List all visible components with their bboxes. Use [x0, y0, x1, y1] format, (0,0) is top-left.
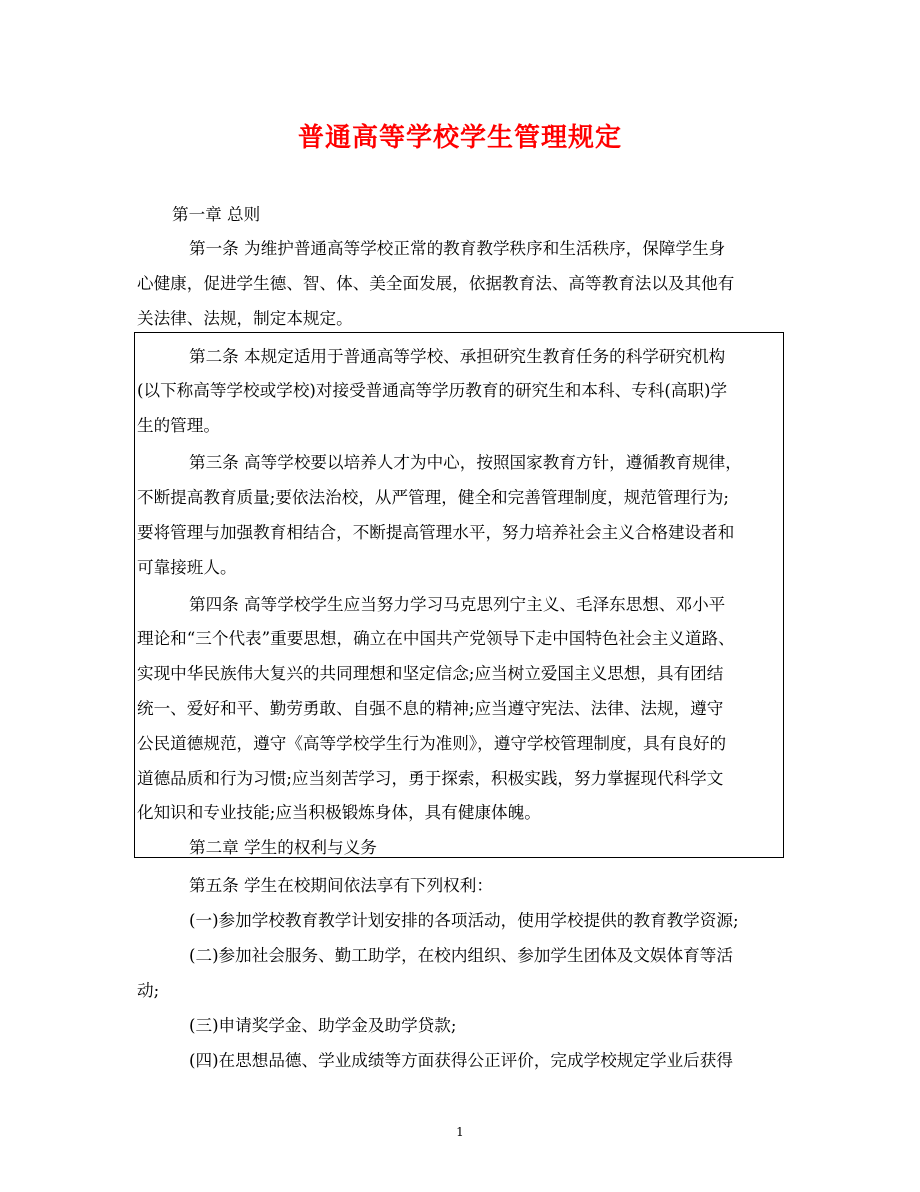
article-4-line-5: 公民道德规范，遵守《高等学校学生行为准则》，遵守学校管理制度，具有良好的 — [137, 734, 727, 753]
article-4-line-7: 化知识和专业技能;应当积极锻炼身体，具有健康体魄。 — [137, 803, 541, 822]
article-5-item-2: (二)参加社会服务、勤工助学，在校内组织、参加学生团体及文娱体育等活 — [189, 946, 733, 965]
chapter-1-heading: 第一章 总则 — [172, 205, 261, 224]
article-2-line-2: (以下称高等学校或学校)对接受普通高等学历教育的研究生和本科、专科(高职)学 — [137, 381, 728, 400]
article-4-line-1: 第四条 高等学校学生应当努力学习马克思列宁主义、毛泽东思想、邓小平 — [189, 595, 726, 614]
article-5-item-1: (一)参加学校教育教学计划安排的各项活动，使用学校提供的教育教学资源; — [189, 911, 739, 930]
article-2-line-1: 第二条 本规定适用于普通高等学校、承担研究生教育任务的科学研究机构 — [189, 347, 726, 366]
article-5-item-4: (四)在思想品德、学业成绩等方面获得公正评价，完成学校规定学业后获得 — [189, 1051, 733, 1070]
article-1-line-2: 心健康，促进学生德、智、体、美全面发展，依据教育法、高等教育法以及其他有 — [137, 274, 735, 293]
page-number: 1 — [456, 1125, 464, 1139]
article-3-line-4: 可靠接班人。 — [137, 558, 237, 577]
article-3-line-3: 要将管理与加强教育相结合，不断提高管理水平，努力培养社会主义合格建设者和 — [137, 523, 735, 542]
article-4-line-4: 统一、爱好和平、勤劳勇敢、自强不息的精神;应当遵守宪法、法律、法规，遵守 — [137, 699, 724, 718]
article-3-line-1: 第三条 高等学校要以培养人才为中心，按照国家教育方针，遵循教育规律， — [189, 453, 742, 472]
article-4-line-6: 道德品质和行为习惯;应当刻苦学习，勇于探索，积极实践，努力掌握现代科学文 — [137, 769, 724, 788]
article-1-line-3: 关法律、法规，制定本规定。 — [137, 309, 353, 328]
article-5-item-2-cont: 动; — [137, 981, 160, 1000]
article-2-line-3: 生的管理。 — [137, 416, 220, 435]
article-5-item-3: (三)申请奖学金、助学金及助学贷款; — [189, 1016, 457, 1035]
article-1-line-1: 第一条 为维护普通高等学校正常的教育教学秩序和生活秩序，保障学生身 — [189, 239, 726, 258]
article-3-line-2: 不断提高教育质量;要依法治校，从严管理，健全和完善管理制度，规范管理行为; — [137, 488, 729, 507]
document-title: 普通高等学校学生管理规定 — [297, 123, 622, 153]
article-5-line-1: 第五条 学生在校期间依法享有下列权利： — [189, 876, 493, 895]
article-4-line-2: 理论和“三个代表”重要思想，确立在中国共产党领导下走中国特色社会主义道路、 — [137, 629, 735, 648]
article-4-line-3: 实现中华民族伟大复兴的共同理想和坚定信念;应当树立爱国主义思想，具有团结 — [137, 664, 724, 683]
chapter-2-heading: 第二章 学生的权利与义务 — [189, 838, 377, 857]
